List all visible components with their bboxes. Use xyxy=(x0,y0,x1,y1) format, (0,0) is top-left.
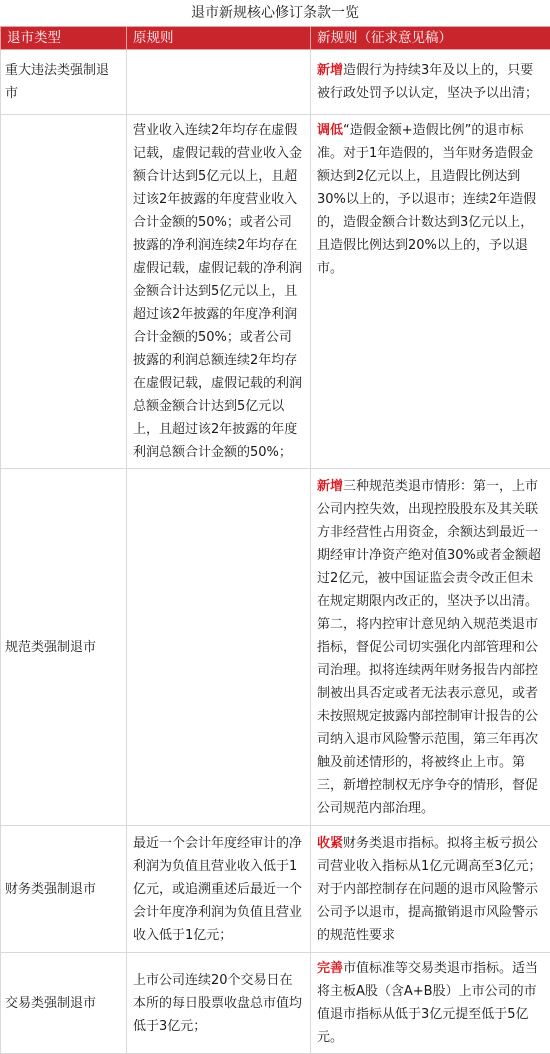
table-row xyxy=(1,469,550,826)
cell-type: 交易类强制退市 xyxy=(1,953,127,1054)
change-tag: 完善 xyxy=(317,961,343,976)
cell-new-rule xyxy=(311,50,550,115)
header-row xyxy=(1,27,550,50)
cell-new-rule xyxy=(311,953,550,1054)
header-old-rule: 原规则 xyxy=(127,27,311,50)
cell-type: 规范类强制退市 xyxy=(1,469,127,826)
cell-new-rule xyxy=(311,469,550,826)
table-row xyxy=(1,826,550,953)
cell-type: 重大违法类强制退市 xyxy=(1,50,127,115)
cell-old-rule: 营业收入连续2年均存在虚假记载，虚假记载的营业收入金额合计达到5亿元以上，且超过该2年披露的年度营业收入合计金额的50%；或者公司披露的净利润连续2年均存在虚假记载，虚假记载的净利润金额合计达到5亿元以上，且超过该2年披露的年度净利润合计金额的50%；或者公司披露的利润总额连续2年均存在虚假记载，虚假记载的利润总额金额合计达到5亿元以上，且超过该2年披露的年度利润总额合计金额的50%； xyxy=(127,115,311,469)
new-rule-text: 财务类退市指标。拟将主板亏损公司营业收入指标从1亿元调高至3亿元；对于内部控制存在问题的退市风险警示公司予以退市，提高撤销退市风险警示的规范性要求 xyxy=(317,836,542,943)
new-rule-text: 造假行为持续3年及以上的，只要被行政处罚予以认定，坚决予以出清； xyxy=(317,63,538,101)
new-rule-text: 市值标准等交易类退市指标。适当将主板A股（含A+B股）上市公司的市值退市指标从低于3亿元提至低于5亿元。 xyxy=(317,961,538,1045)
new-rule-text: “造假金额+造假比例”的退市标准。对于1年造假的，当年财务造假金额达到2亿元以上，且造假比例达到30%以上的，予以退市；连续2年造假的，造假金额合计数达到3亿元以上，且造假比例达到20%以上的，予以退市。 xyxy=(317,123,536,276)
cell-old-rule: 上市公司连续20个交易日在本所的每日股票收盘总市值均低于3亿元； xyxy=(127,953,311,1054)
cell-new-rule xyxy=(311,826,550,953)
cell-new-rule xyxy=(311,115,550,469)
table-row xyxy=(1,953,550,1054)
rules-table xyxy=(0,26,550,1054)
cell-old-rule xyxy=(127,50,311,115)
change-tag: 调低 xyxy=(317,123,343,138)
cell-old-rule xyxy=(127,469,311,826)
cell-type: 财务类强制退市 xyxy=(1,826,127,953)
table-title: 退市新规核心修订条款一览 xyxy=(0,0,550,26)
change-tag: 新增 xyxy=(317,63,343,78)
header-new-rule: 新规则（征求意见稿） xyxy=(311,27,550,50)
table-row xyxy=(1,115,550,469)
cell-old-rule: 最近一个会计年度经审计的净利润为负值且营业收入低于1亿元，或追溯重述后最近一个会计年度净利润为负值且营业收入低于1亿元； xyxy=(127,826,311,953)
change-tag: 新增 xyxy=(317,479,343,494)
cell-type xyxy=(1,115,127,469)
new-rule-text: 三种规范类退市情形：第一，上市公司内控失效，出现控股股东及其关联方非经营性占用资金，余额达到最近一期经审计净资产绝对值30%或者金额超过2亿元，被中国证监会责令改正但未在规定期限内改正的，坚决予以出清。第二，将内控审计意见纳入规范类退市指标，督促公司切实强化内部管理和公司治理。拟将连续两年财务报告内部控制被出具否定或者无法表示意见，或者未按照规定披露内部控制审计报告的公司纳入退市风险警示范围，第三年再次触及前述情形的，将被终止上市。第三，新增控制权无序争夺的情形，督促公司规范内部治理。 xyxy=(317,479,541,816)
change-tag: 收紧 xyxy=(317,836,343,851)
header-type: 退市类型 xyxy=(1,27,127,50)
table-row xyxy=(1,50,550,115)
